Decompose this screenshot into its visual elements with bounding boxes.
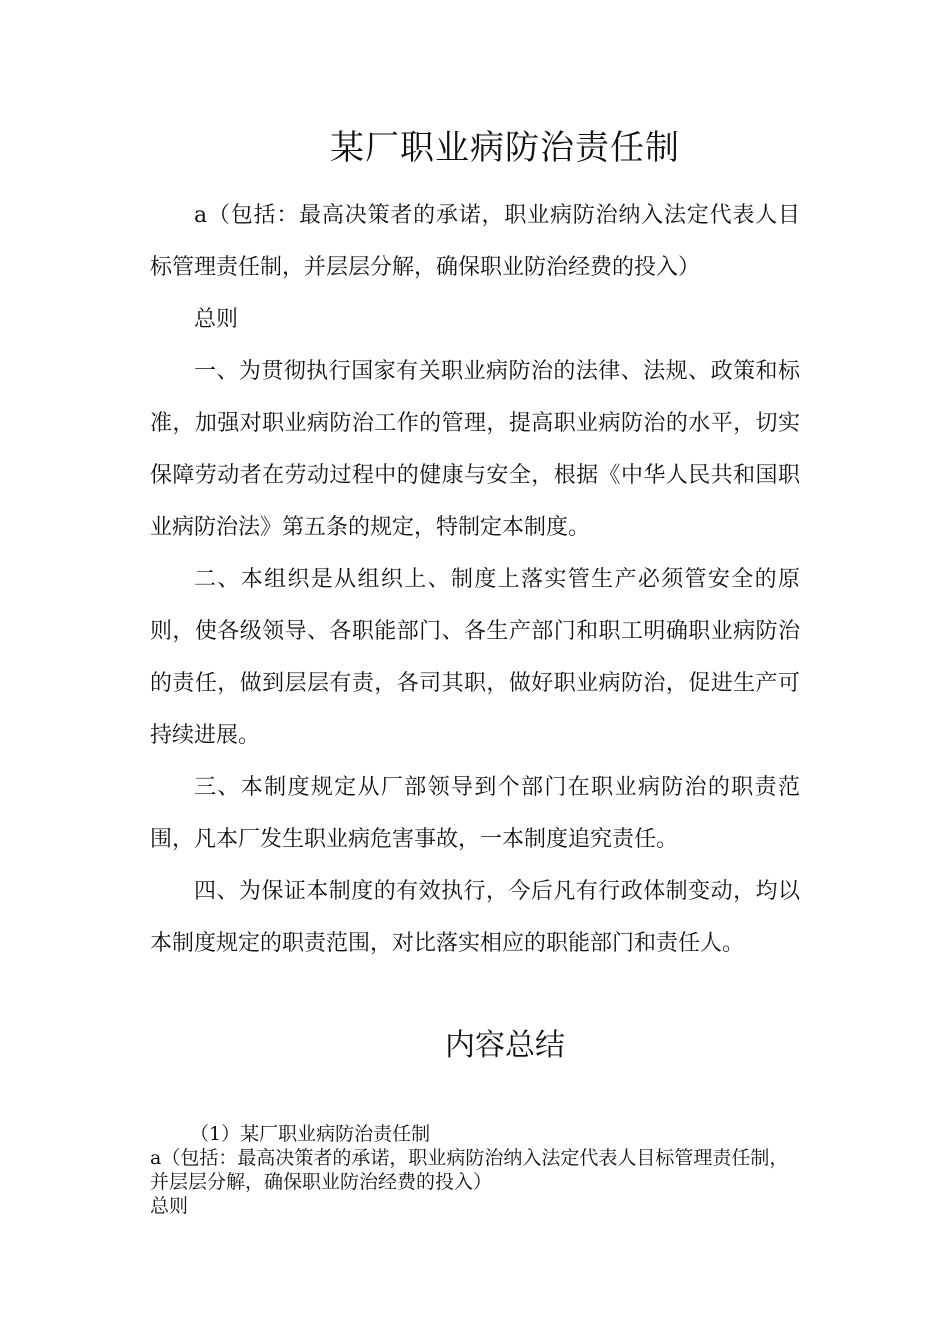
paragraph-general: 总则 [194, 307, 239, 332]
paragraph-two: 二、本组织是从组织上、制度上落实管生产必须管安全的原则，使各级领导、各职能部门、各生产部门和职工明确职业病防治的责任，做到层层有责，各司其职，做好职业病防治，促进生产可持续进展。 [150, 567, 800, 748]
paragraph-scope: a（包括：最高决策者的承诺，职业病防治纳入法定代表人目标管理责任制，并层层分解，确保职业防治经费的投入） [150, 203, 800, 280]
summary-heading: 内容总结 [445, 1028, 565, 1063]
paragraph-three: 三、本制度规定从厂部领导到个部门在职业病防治的职责范围，凡本厂发生职业病危害事故，一本制度追究责任。 [150, 775, 800, 852]
summary-item-1: （1）某厂职业病防治责任制 [190, 1123, 431, 1145]
document-body [150, 190, 800, 970]
summary-item-2: a（包括：最高决策者的承诺，职业病防治纳入法定代表人目标管理责任制，并层层分解，确保职业防治经费的投入） [150, 1147, 789, 1193]
summary-section [150, 1122, 805, 1218]
paragraph-one: 一、为贯彻执行国家有关职业病防治的法律、法规、政策和标准，加强对职业病防治工作的管理，提高职业病防治的水平，切实保障劳动者在劳动过程中的健康与安全，根据《中华人民共和国职业病防治法》第五条的规定，特制定本制度。 [150, 359, 800, 540]
document-title: 某厂职业病防治责任制 [330, 128, 680, 168]
paragraph-four: 四、为保证本制度的有效执行，今后凡有行政体制变动，均以本制度规定的职责范围，对比落实相应的职能部门和责任人。 [150, 879, 800, 956]
summary-item-3: 总则 [150, 1195, 189, 1217]
